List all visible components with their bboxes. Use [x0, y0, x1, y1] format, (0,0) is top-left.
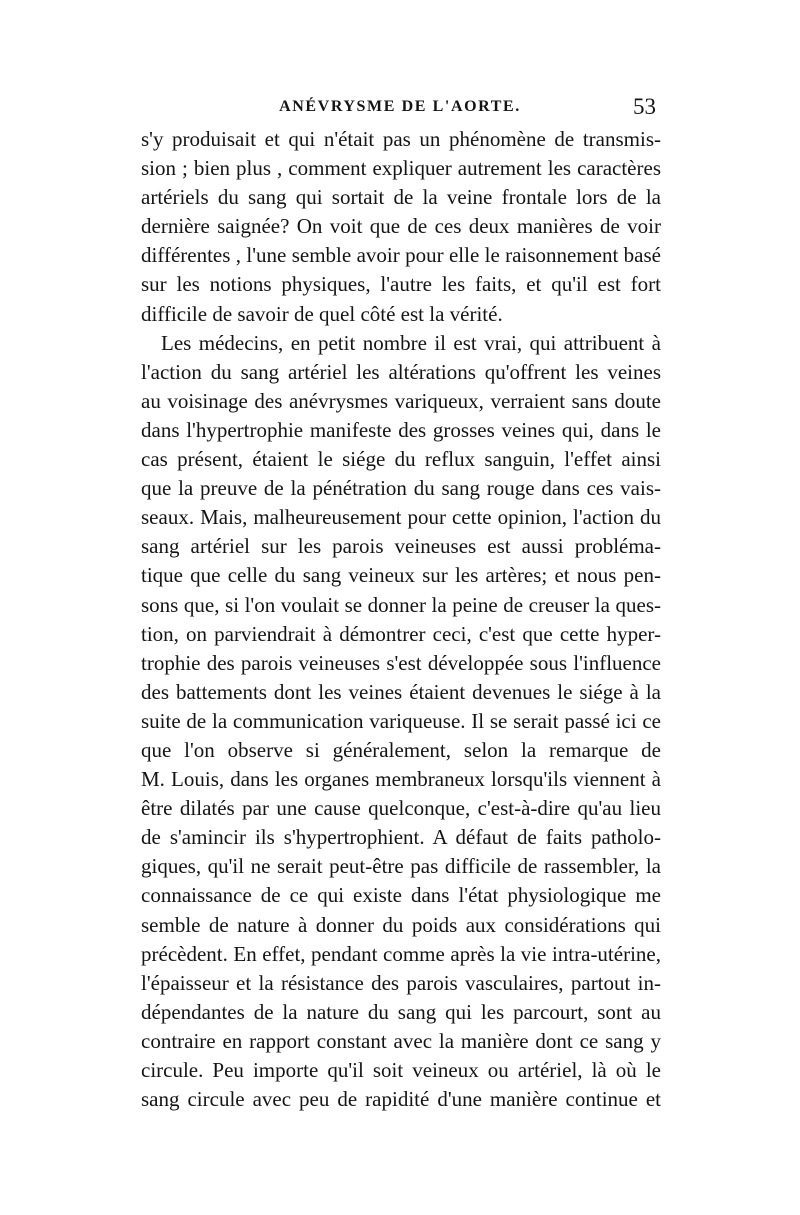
text-line: trophie des parois veineuses s'est développée sous l'influence — [141, 650, 661, 675]
text-line: s'y produisait et qui n'était pas un phénomène de transmis- — [141, 127, 661, 151]
text-line: dernière saignée? On voit que de ces deux manières de voir — [141, 214, 661, 239]
text-line: différentes , l'une semble avoir pour elle le raisonnement basé — [141, 243, 661, 268]
text-line: artériels du sang qui sortait de la veine frontale lors de la — [141, 185, 661, 210]
text-line: sang circule avec peu de rapidité d'une manière continue et — [141, 1087, 661, 1112]
text-line: de s'amincir ils s'hypertrophient. A défaut de faits patholo- — [141, 825, 661, 850]
text-line: dépendantes de la nature du sang qui les parcourt, sont au — [141, 999, 661, 1024]
text-line: précèdent. En effet, pendant comme après la vie intra-utérine, — [141, 941, 661, 966]
paragraph — [141, 329, 661, 1115]
text-line: que la preuve de la pénétration du sang rouge dans ces vais- — [141, 476, 661, 501]
text-line: giques, qu'il ne serait peut-être pas difficile de rassembler, la — [141, 854, 661, 879]
text-line: tique que celle du sang veineux sur les artères; et nous pen- — [141, 563, 661, 588]
text-line: circule. Peu importe qu'il soit veineux ou artériel, là où le — [141, 1058, 661, 1082]
text-line: Les médecins, en petit nombre il est vrai, qui attribuent à — [161, 330, 661, 355]
text-line: suite de la communication variqueuse. Il se serait passé ici ce — [141, 708, 661, 733]
text-line: au voisinage des anévrysmes variqueux, verraient sans doute — [141, 388, 661, 413]
text-line: des battements dont les veines étaient devenues le siége à la — [141, 679, 661, 704]
text-line: sion ; bien plus , comment expliquer autrement les caractères — [141, 156, 661, 181]
running-title: ANÉVRYSME DE L'AORTE. — [279, 98, 521, 115]
running-header — [140, 92, 660, 122]
text-line: tion, on parviendrait à démontrer ceci, c'est que cette hyper- — [141, 621, 661, 646]
text-line: semble de nature à donner du poids aux considérations qui — [141, 912, 661, 937]
text-line: cas présent, étaient le siége du reflux sanguin, l'effet ainsi — [141, 447, 661, 472]
text-line: que l'on observe si généralement, selon la remarque de — [141, 737, 661, 762]
text-line: M. Louis, dans les organes membraneux lorsqu'ils viennent à — [141, 767, 661, 792]
text-line: seaux. Mais, malheureusement pour cette opinion, l'action du — [141, 505, 661, 530]
paragraph — [141, 125, 661, 329]
text-line: l'épaisseur et la résistance des parois vasculaires, partout in- — [141, 970, 661, 995]
page-number: 53 — [633, 94, 656, 119]
text-line: difficile de savoir de quel côté est la vérité. — [141, 301, 503, 326]
text-line: dans l'hypertrophie manifeste des grosses veines qui, dans le — [141, 417, 661, 442]
text-line: connaissance de ce qui existe dans l'état physiologique me — [141, 883, 661, 908]
body-text — [141, 125, 661, 1114]
text-line: sons que, si l'on voulait se donner la peine de creuser la ques- — [141, 592, 661, 617]
text-line: sang artériel sur les parois veineuses est aussi probléma- — [141, 534, 661, 559]
text-line: être dilatés par une cause quelconque, c'est-à-dire qu'au lieu — [141, 796, 661, 821]
text-line: sur les notions physiques, l'autre les faits, et qu'il est fort — [141, 272, 661, 297]
text-line: l'action du sang artériel les altérations qu'offrent les veines — [141, 359, 661, 384]
text-line: contraire en rapport constant avec la manière dont ce sang y — [141, 1028, 661, 1053]
